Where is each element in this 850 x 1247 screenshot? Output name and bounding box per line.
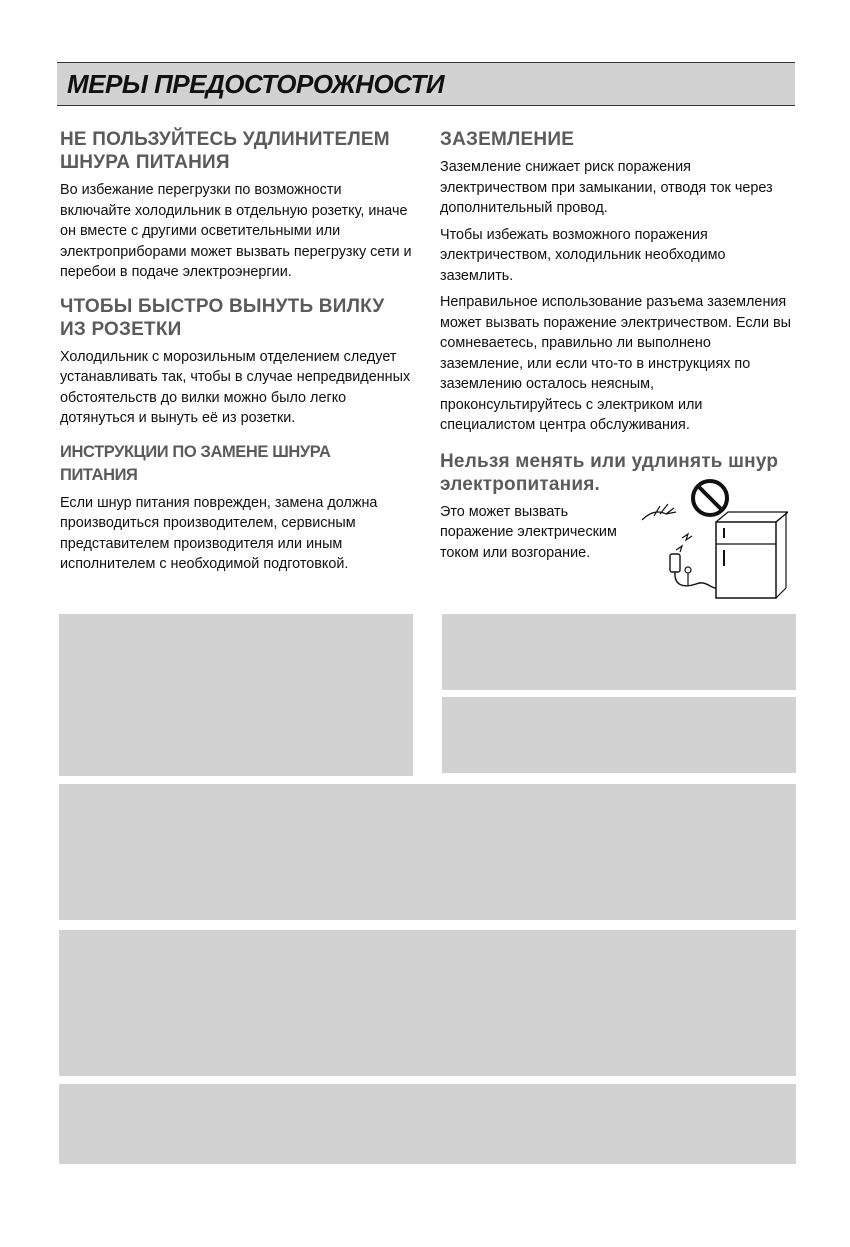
grounding-paragraph-3: Неправильное использование разъема заземления может вызвать поражение электричеством. Если вы сомневаетесь, правильно ли выполнено заземление, или если что-то в инструкциях по заземлению осталось неясным, проконсультируйтесь с электриком или специалистом центра обслуживания.	[440, 294, 791, 433]
right-column	[440, 128, 792, 602]
warning-body: Это может вызвать поражение электрическим током или возгорание.	[440, 503, 617, 561]
section-heading-unplug: ЧТОБЫ БЫСТРО ВЫНУТЬ ВИЛКУ ИЗ РОЗЕТКИ	[60, 295, 385, 340]
section-body-extension-cord: Во избежание перегрузки по возможности включайте холодильник в отдельную розетку, иначе он вместе с другими осветительными или электроприборами может вызвать перегрузку сети и перебои в подаче электроэнергии.	[60, 182, 412, 280]
left-column	[60, 128, 412, 581]
placeholder-block-1	[59, 614, 413, 776]
page-title: МЕРЫ ПРЕДОСТОРОЖНОСТИ	[67, 69, 445, 99]
section-body-unplug: Холодильник с морозильным отделением следует устанавливать так, чтобы в случае непредвиденных обстоятельств до вилки можно было легко дотянуться и вынуть её из розетки.	[60, 348, 411, 426]
placeholder-block-6	[59, 1084, 796, 1164]
warning-row	[440, 502, 792, 602]
section-body-cord-replacement: Если шнур питания поврежден, замена должна производиться производителем, сервисным представителем производителя или иным исполнителем с необходимой подготовкой.	[60, 494, 378, 572]
no-extension-cord-icon	[636, 476, 788, 600]
grounding-paragraph-2: Чтобы избежать возможного поражения электричеством, холодильник необходимо заземлить.	[440, 226, 726, 284]
placeholder-block-4	[59, 784, 796, 920]
grounding-paragraph-1: Заземление снижает риск поражения электричеством при замыкании, отводя ток через дополнительный провод.	[440, 159, 773, 216]
placeholder-block-5	[59, 930, 796, 1076]
section-heading-extension-cord: НЕ ПОЛЬЗУЙТЕСЬ УДЛИНИТЕЛЕМ ШНУРА ПИТАНИЯ	[60, 129, 390, 173]
page-title-bar	[57, 62, 795, 106]
section-heading-cord-replacement: ИНСТРУКЦИИ ПО ЗАМЕНЕ ШНУРА ПИТАНИЯ	[60, 442, 331, 484]
section-heading-no-modify-cord: Нельзя менять или удлинять шнур электропитания.	[440, 450, 779, 495]
section-heading-grounding: ЗАЗЕМЛЕНИЕ	[440, 129, 575, 150]
placeholder-block-3	[442, 697, 796, 773]
placeholder-block-2	[442, 614, 796, 690]
